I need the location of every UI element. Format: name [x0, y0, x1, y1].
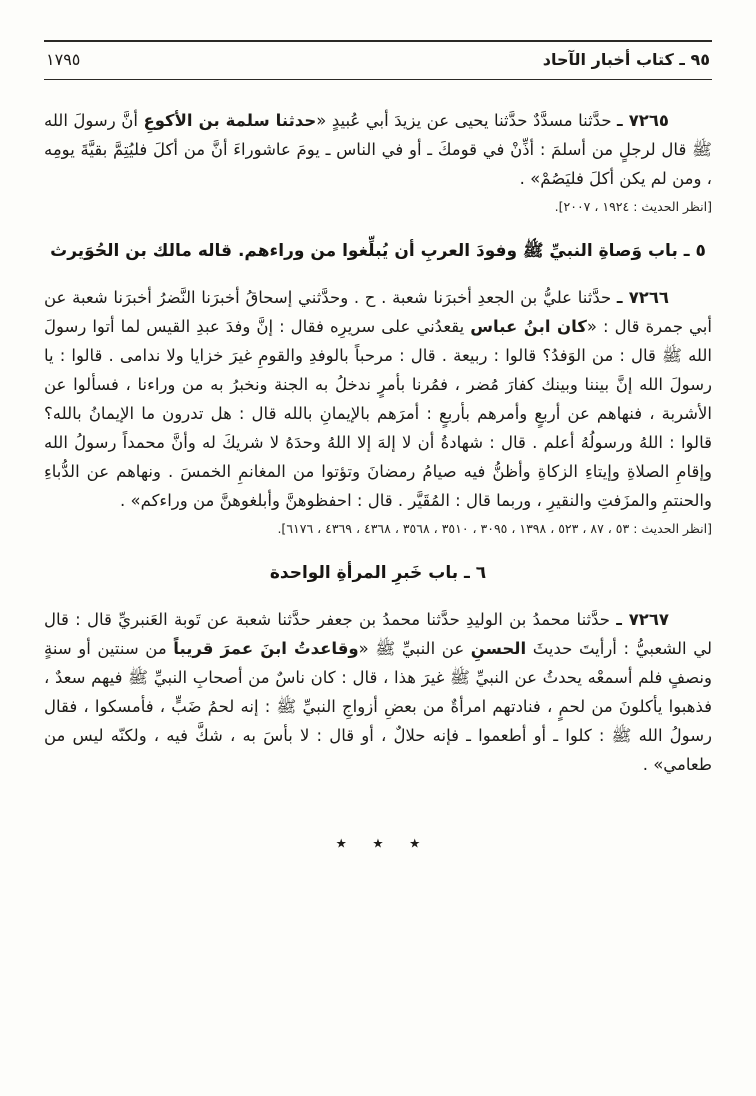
hadith-7266-reference: [انظر الحديث : ٥٣ ، ٨٧ ، ٥٢٣ ، ١٣٩٨ ، ٣٠٩٥ ، ٣٥١٠ ، ٣٥٦٨ ، ٤٣٦٨ ، ٤٣٦٩ ، ٦١٧٦]. [277, 521, 712, 536]
page-header [44, 40, 712, 80]
hadith-7265-bold-opening: حدثنا سلمة بن الأكوعِ [143, 111, 317, 130]
hadith-7265-isnad: حدَّثنا مسدَّدٌ حدَّثنا يحيى عن يزيدَ أبي عُبيدٍ « [316, 111, 618, 130]
hadith-7266-number: ٧٢٦٦ ـ [616, 288, 670, 307]
hadith-7267-isnad: حدَّثنا محمدُ بن الوليدِ حدَّثنا محمدُ بن جعفر حدَّثنا شعبة عن تَوبة العَنبريِّ قال : قال لي الشعبيُّ : أرأيتَ حديثَ [44, 610, 713, 658]
hadith-7265-matn: أنَّ رسولَ الله ﷺ قال لرجلٍ من أسلمَ : أذِّنْ في قومكَ ـ أو في الناس ـ يومَ عاشوراءَ أنَّ من أكلَ فليُتِمَّ بقيَّةَ يومِه ، ومن لم يكن أكلَ فليَصُمْ» . [44, 111, 712, 188]
page-body [44, 80, 712, 855]
section-6-heading: ٦ ـ باب خَبرِ المرأةِ الواحدة [269, 563, 487, 583]
hadith-7267-bold-opening: وقاعدتُ ابنَ عمرَ قريباً [173, 639, 359, 658]
hadith-7265 [44, 106, 712, 193]
hadith-7267-mid: عن النبيِّ ﷺ « [358, 639, 471, 658]
hadith-7267-bold-name: الحسنِ [470, 639, 527, 658]
hadith-7266-isnad: حدَّثنا عليُّ بن الجعدِ أخبرَنا شعبة . ح . وحدَّثني إسحاقُ أخبرَنا النَّضرُ أخبرَنا شعبة عن أبي جمرة قال : « [44, 288, 712, 336]
hadith-7266 [44, 283, 712, 515]
end-of-section-ornament: ٭ ٭ ٭ [335, 831, 421, 855]
hadith-7265-number: ٧٢٦٥ ـ [617, 111, 669, 130]
section-5-heading: ٥ ـ باب وَصاةِ النبيِّ ﷺ وفودَ العربِ أن يُبلِّغوا من وراءهم. قاله مالك بن الحُوَيرث [50, 241, 706, 261]
hadith-7266-bold-opening: كان ابنُ عباس [470, 317, 587, 336]
page-number: ١٧٩٥ [46, 50, 81, 69]
hadith-7266-matn: يقعدُني على سريرِه فقال : إنَّ وفدَ عبدِ القيس لما أتوا رسولَ الله ﷺ قال : من الوَفدُ؟ قالوا : ربيعة . قال : مرحباً بالوفدِ والقومِ غيرَ خزايا ولا ندامى . قالوا : يا رسولَ الله إنَّ بيننا وبينك كفارَ مُضر ، فمُرنا بأمرٍ ندخلُ به الجنة ونخبرُ به من وراءنا ، فسألوا عن الأشربة ، فنهاهم عن أربعٍ وأمرهم بأربعٍ : أمرَهم بالإيمانِ بالله قال : هل تدرون ما الإيمانُ بالله؟ قالوا : اللهُ ورسولُهُ أعلم . قال : شهادةُ أن لا إلهَ إلا اللهُ وحدَهُ لا شريكَ له وأنَّ محمداً رسولُ الله وإقامِ الصلاةِ وإيتاءِ الزكاةِ وأظنُّ فيه صيامُ رمضانَ وتؤتوا من المغانمِ الخمسَ . ونهاهم عن الدُّباءِ والحنتمِ والمزَفتِ والنقيرِ ، وربما قال : المُقَيَّر . قال : احفظوهنَّ وأبلغوهنَّ من وراءكم» . [44, 317, 712, 510]
book-title: ٩٥ ـ كتاب أخبار الآحاد [542, 50, 710, 69]
hadith-7265-reference: [انظر الحديث : ١٩٢٤ ، ٢٠٠٧]. [554, 199, 712, 214]
hadith-7267-matn: من سنتين أو سنةٍ ونصفٍ فلم أسمعْه يحدثُ عن النبيِّ ﷺ غيرَ هذا ، قال : كان ناسٌ من أصحابِ النبيِّ ﷺ فيهم سعدٌ ، فذهبوا يأكلونَ من لحمٍ ، فنادتهم امرأةٌ من بعضِ أزواجِ النبيِّ ﷺ : إنه لحمُ ضَبٍّ ، فأمسكوا ، فقال رسولُ الله ﷺ : كلوا ـ أو أطعموا ـ فإنه حلالٌ ، أو قال : لا بأسَ به ، شكَّ فيه ، ولكنّه ليس من طعامي» . [44, 639, 712, 774]
hadith-7267 [44, 605, 712, 779]
hadith-7267-number: ٧٢٦٧ ـ [616, 610, 669, 629]
